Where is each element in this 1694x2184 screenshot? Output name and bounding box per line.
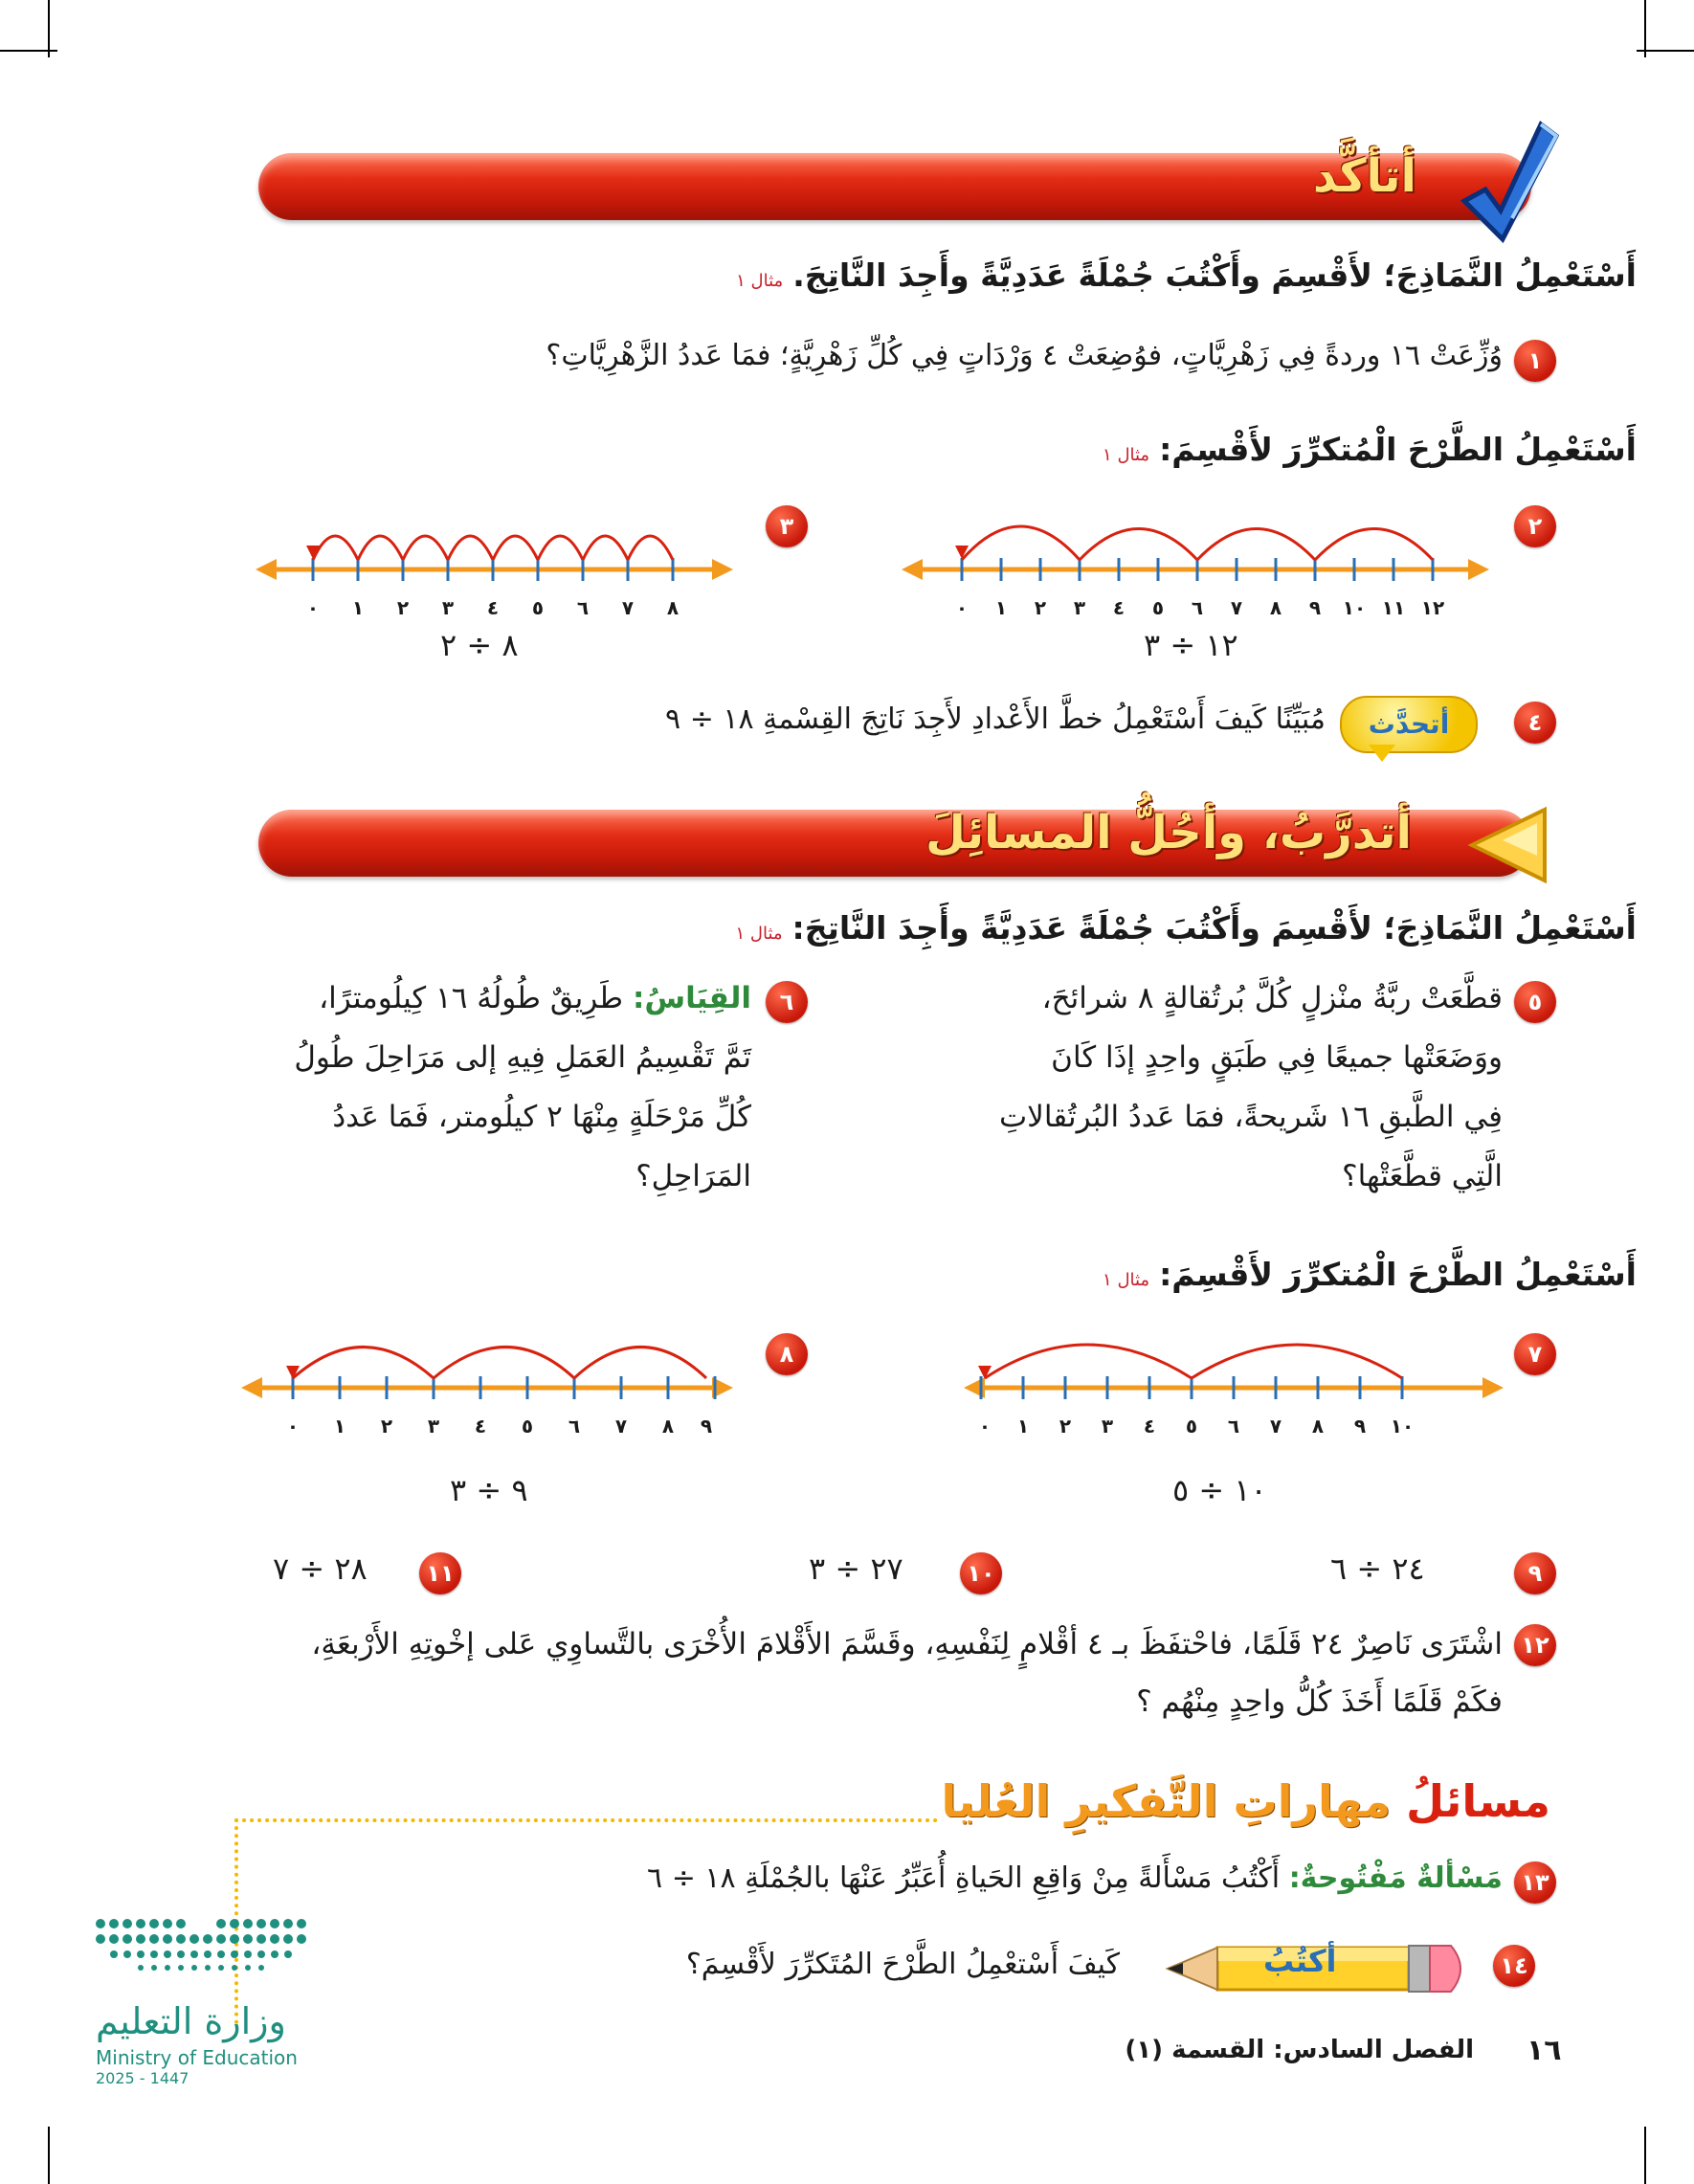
svg-text:٤: ٤: [1143, 1415, 1156, 1437]
svg-text:٧: ٧: [1230, 596, 1243, 619]
svg-text:٦: ٦: [568, 1415, 581, 1437]
svg-text:٧: ٧: [621, 596, 635, 619]
svg-text:٢: ٢: [396, 596, 410, 619]
question-number: ٣: [766, 505, 808, 547]
question-number: ٧: [1514, 1333, 1556, 1375]
text-line: المَرَاحِلِ؟: [635, 1159, 751, 1193]
text-fragment: طَرِيقٌ طُولُهُ ١٦ كِيلُومترًا،: [319, 981, 624, 1015]
svg-text:٢: ٢: [380, 1415, 393, 1437]
example-ref: مثال ١: [735, 924, 783, 944]
svg-text:٦: ٦: [1227, 1415, 1240, 1437]
svg-text:٩: ٩: [700, 1415, 713, 1437]
question-number: ٦: [766, 981, 808, 1023]
number-line-q7: [962, 1335, 1507, 1460]
svg-text:٠: ٠: [306, 596, 320, 619]
svg-text:١: ١: [994, 596, 1008, 619]
svg-text:٠: ٠: [978, 1415, 992, 1437]
svg-text:٧: ٧: [614, 1415, 628, 1437]
number-line-q2: [900, 517, 1493, 641]
svg-text:٠: ٠: [286, 1415, 300, 1437]
svg-text:٢: ٢: [1059, 1415, 1072, 1437]
question-number: ٢: [1514, 505, 1556, 547]
svg-text:٩: ٩: [1308, 596, 1322, 619]
dotted-rule: [234, 1818, 938, 1822]
section-title-confirm: أتأكَّد: [1312, 149, 1416, 203]
svg-text:٠: ٠: [955, 596, 969, 619]
section-header-hots: [942, 1775, 1550, 1827]
ministry-name-english: Ministry of Education: [96, 2046, 298, 2069]
question-6-text: [215, 969, 751, 1206]
question-number: ١١: [419, 1552, 461, 1594]
svg-text:٤: ٤: [1112, 596, 1126, 619]
svg-text:٤: ٤: [486, 596, 500, 619]
question-number: ٩: [1514, 1552, 1556, 1594]
svg-text:١٠: ١٠: [1390, 1415, 1415, 1437]
svg-text:٨: ٨: [1269, 596, 1282, 619]
question-1-text: وُزِّعَتْ ١٦ وردةً فِي زَهْرِيَّاتٍ، فوُضِعَتْ ٤ وَرْدَاتٍ فِي كُلِّ زَهْرِيَّةٍ؛ فمَا عَددُ الزَّهْرِيَّاتِ؟: [546, 339, 1503, 372]
crop-mark: [1644, 0, 1646, 57]
svg-text:٣: ٣: [441, 596, 455, 619]
svg-text:١٢: ١٢: [1420, 596, 1445, 619]
question-12-text: [239, 1616, 1503, 1730]
question-2-expression: ١٢ ÷ ٣: [1144, 627, 1238, 663]
crop-mark: [1637, 50, 1694, 52]
svg-text:٢: ٢: [1034, 596, 1047, 619]
triangle-marker-icon: [1464, 802, 1550, 888]
question-number: ١٤: [1493, 1945, 1535, 1987]
question-label: مَسْألةٌ مَفْتُوحةٌ:: [1288, 1861, 1503, 1895]
section-title-a: مسائلُ: [1406, 1775, 1550, 1827]
ministry-name-arabic: وزارة التعليم: [96, 2000, 286, 2042]
footer-chapter: [1125, 2036, 1474, 2064]
question-9-expression: ٢٤ ÷ ٦: [1330, 1550, 1425, 1587]
instruction-text: أَسْتَعْمِلُ الطَّرْحَ الْمُتكرِّرَ لأَقْسِمَ:: [1159, 1256, 1637, 1293]
number-line-q3: [254, 517, 737, 641]
question-8-expression: ٩ ÷ ٣: [450, 1472, 528, 1508]
question-number: ٥: [1514, 981, 1556, 1023]
example-ref: مثال ١: [1103, 445, 1150, 465]
text-line: ووَضَعَتْها جميعًا فِي طَبَقٍ واحِدٍ إذَا كَانَ: [1051, 1040, 1503, 1075]
question-4-text: مُبَيِّنًا كَيفَ أَسْتَعْمِلُ خطَّ الأَعْدادِ لأَجِدَ نَاتِجَ القِسْمةِ ١٨ ÷ ٩: [665, 702, 1326, 736]
question-7-expression: ١٠ ÷ ٥: [1172, 1472, 1267, 1508]
svg-text:٣: ٣: [1101, 1415, 1114, 1437]
question-13-text: [647, 1861, 1503, 1895]
svg-text:٦: ٦: [576, 596, 590, 619]
question-10-expression: ٢٧ ÷ ٣: [809, 1550, 903, 1587]
question-number: ١٣: [1514, 1861, 1556, 1904]
footer-chapter-label: الفصل السادس:: [1273, 2036, 1474, 2064]
svg-text:٥: ٥: [1185, 1415, 1198, 1437]
talk-badge-label: أتحدَّث: [1368, 708, 1450, 740]
svg-text:٥: ٥: [1151, 596, 1165, 619]
instruction-models-1: [736, 256, 1637, 294]
question-5-text: [909, 969, 1503, 1206]
question-13-body: أَكْتُبُ مَسْأَلةً مِنْ وَاقِعِ الحَياةِ أُعَبِّرُ عَنْهَا بالجُمْلَةِ ١٨ ÷ ٦: [647, 1861, 1281, 1895]
question-number: ١٠: [960, 1552, 1002, 1594]
crop-mark: [0, 50, 57, 52]
instruction-models-2: [736, 909, 1638, 947]
svg-text:٨: ٨: [1311, 1415, 1325, 1437]
question-number: ١: [1514, 340, 1556, 382]
svg-text:٣: ٣: [427, 1415, 440, 1437]
svg-text:١١: ١١: [1381, 596, 1406, 619]
check-mark-icon: [1445, 115, 1560, 249]
text-line: كُلِّ مَرْحَلَةٍ مِنْهَا ٢ كيلُومتر، فَمَا عَددُ: [332, 1100, 751, 1134]
question-14-text: كَيفَ أَسْتعْمِلُ الطَّرْحَ المُتَكرِّرَ لأَقْسِمَ؟: [685, 1948, 1120, 1981]
text-line: [215, 969, 751, 1028]
svg-text:٧: ٧: [1269, 1415, 1282, 1437]
svg-text:٦: ٦: [1191, 596, 1204, 619]
crop-mark: [48, 2127, 50, 2184]
svg-text:١٠: ١٠: [1342, 596, 1367, 619]
svg-text:٤: ٤: [474, 1415, 487, 1437]
svg-text:٨: ٨: [666, 596, 680, 619]
instruction-text: أَسْتَعْمِلُ النَّمَاذِجَ؛ لأَقْسِمَ وأَكْتُبَ جُمْلَةً عَدَدِيَّةً وأَجِدَ النَّاتِجَ:: [791, 909, 1637, 947]
example-ref: مثال ١: [1103, 1270, 1150, 1290]
instruction-text: أَسْتَعْمِلُ النَّمَاذِجَ؛ لأَقْسِمَ وأَكْتُبَ جُمْلَةً عَدَدِيَّةً وأَجِدَ النَّاتِجَ.: [792, 256, 1637, 294]
section-title-b: مهاراتِ التَّفكيرِ العُليا: [941, 1775, 1392, 1827]
question-3-expression: ٨ ÷ ٢: [440, 627, 519, 663]
text-line: الَّتِي قطَّعَتْها؟: [1342, 1159, 1503, 1193]
number-line-q8: [239, 1335, 737, 1460]
question-number: ٤: [1514, 702, 1556, 744]
page-number: ١٦: [1527, 2034, 1562, 2067]
text-line: قطَّعَتْ ربَّةُ منْزلٍ كُلَّ بُرتُقالةٍ ٨ شرائحَ،: [1041, 981, 1503, 1015]
svg-text:٣: ٣: [1073, 596, 1086, 619]
instruction-repeated-subtraction-1: [1103, 431, 1637, 468]
question-11-expression: ٢٨ ÷ ٧: [273, 1550, 368, 1587]
write-badge-label: أكتُبُ: [1263, 1943, 1337, 1979]
question-number: ١٢: [1514, 1624, 1556, 1666]
svg-text:١: ١: [333, 1415, 346, 1437]
example-ref: مثال ١: [736, 271, 784, 291]
svg-text:٩: ٩: [1353, 1415, 1367, 1437]
instruction-repeated-subtraction-2: [1103, 1256, 1637, 1293]
crop-mark: [1644, 2127, 1646, 2184]
text-line: اشْتَرَى نَاصِرٌ ٢٤ قَلَمًا، فاحْتفَظَ بـ ٤ أقْلامٍ لِنَفْسِهِ، وقَسَّمَ الأَقْلامَ الأُخْرَى بالتَّساوِي عَلى إخْوتِهِ الأَرْبعَةِ،: [311, 1627, 1503, 1661]
ministry-year: 2025 - 1447: [96, 2069, 189, 2087]
question-label: القِيَاسُ:: [632, 981, 751, 1015]
text-line: تَمَّ تَقْسِيمُ العَمَلِ فِيهِ إلى مَرَاحِلَ طُولُ: [294, 1040, 751, 1075]
instruction-text: أَسْتَعْمِلُ الطَّرْحَ الْمُتكرِّرَ لأَقْسِمَ:: [1159, 431, 1637, 468]
svg-text:٥: ٥: [521, 1415, 534, 1437]
svg-text:١: ١: [351, 596, 365, 619]
text-line: فِي الطَّبقِ ١٦ شَريحةً، فمَا عَددُ البُرتُقالاتِ: [998, 1100, 1503, 1134]
talk-badge: [1340, 696, 1478, 753]
ministry-logo-icon: [91, 1914, 311, 2005]
speech-tail: [1369, 745, 1395, 762]
svg-text:١: ١: [1016, 1415, 1030, 1437]
svg-text:٥: ٥: [531, 596, 545, 619]
question-number: ٨: [766, 1333, 808, 1375]
text-line: فكَمْ قَلَمًا أَخَذَ كُلُّ واحِدٍ مِنْهُم ؟: [1136, 1684, 1503, 1719]
svg-text:٨: ٨: [661, 1415, 675, 1437]
section-title-practice: أتدرَّبُ، وأحُلُّ المسائِلَ: [925, 806, 1412, 859]
footer-lesson: القسمة (١): [1125, 2036, 1265, 2064]
crop-mark: [48, 0, 50, 57]
